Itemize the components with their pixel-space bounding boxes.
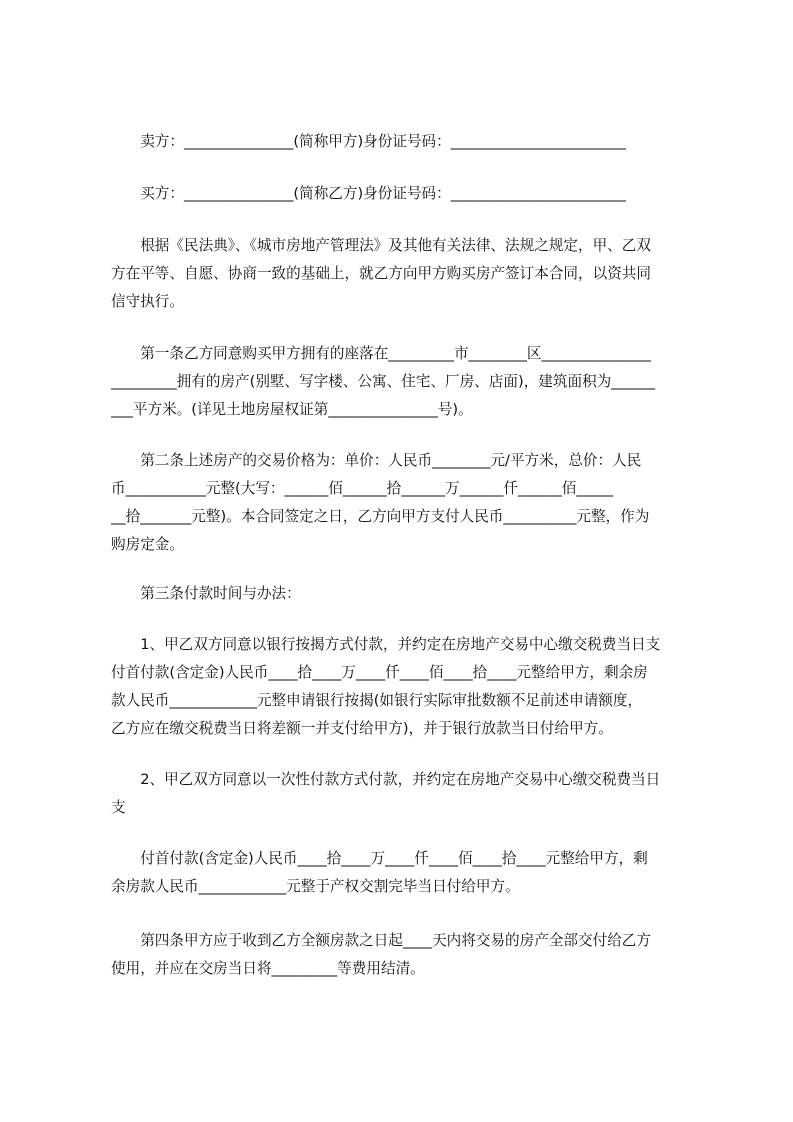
article-1-line: 第一条乙方同意购买甲方拥有的座落在_________市________区_______________	[111, 345, 651, 362]
article-4-line: 第四条甲方应于收到乙方全额房款之日起____天内将交易的房产全部交付给乙方	[111, 932, 651, 949]
article-3-heading-text: 第三条付款时间与办法：	[111, 585, 301, 602]
article-3-item-2	[111, 766, 703, 822]
article-3-item-2-cont-line: 余房款人民币____________元整于产权交割完毕当日付给甲方。	[111, 878, 520, 895]
article-1-line: _________拥有的房产(别墅、写字楼、公寓、住宅、厂房、店面)，建筑面积为______	[111, 373, 656, 390]
article-2-line: 购房定金。	[111, 536, 184, 553]
article-2-line: 第二条上述房产的交易价格为：单价：人民币________元/平方米，总价：人民	[111, 452, 642, 469]
seller-line-text: 卖方：_______________(简称甲方)身份证号码：________________________	[111, 133, 626, 150]
buyer-line-text: 买方：_______________(简称乙方)身份证号码：________________________	[111, 185, 626, 202]
article-3-item-1-line: 款人民币____________元整申请银行按揭(如银行实际审批数额不足前述申请额度，	[111, 692, 643, 709]
preamble-line: 信守执行。	[111, 293, 184, 310]
article-4-line: 使用，并应在交房当日将_________等费用结清。	[111, 960, 425, 977]
article-3-item-2-cont-line: 付首付款(含定金)人民币____拾____万____仟____佰____拾____元整给甲方，剩	[111, 850, 648, 867]
buyer-line	[111, 180, 703, 208]
article-3-item-1-line: 付首付款(含定金)人民币____拾____万____仟____佰____拾____元整给甲方，剩余房	[111, 664, 648, 681]
article-3-item-2-line: 2、甲乙双方同意以一次性付款方式付款，并约定在房地产交易中心缴交税费当日	[111, 771, 661, 788]
preamble-line: 根据《民法典》、《城市房地产管理法》及其他有关法律、法规之规定，甲、乙双	[111, 237, 651, 254]
article-3-heading	[111, 580, 703, 608]
preamble-line: 方在平等、自愿、协商一致的基础上，就乙方向甲方购买房产签订本合同，以资共同	[111, 265, 651, 282]
seller-line	[111, 128, 703, 156]
article-2-line: __拾_______元整)。本合同签定之日，乙方向甲方支付人民币__________元整，作为	[111, 508, 650, 525]
article-3-item-1-line: 1、甲乙双方同意以银行按揭方式付款，并约定在房地产交易中心缴交税费当日支	[111, 636, 661, 653]
article-4-paragraph	[111, 927, 703, 983]
article-2-line: 币___________元整(大写：______佰______拾______万______仟______佰_____	[111, 480, 613, 497]
article-3-item-2-continued	[111, 845, 703, 901]
article-1-paragraph	[111, 340, 703, 424]
preamble-paragraph	[111, 232, 703, 316]
article-1-line: ___平方米。(详见土地房屋权证第_______________号)。	[111, 401, 473, 418]
article-3-item-1-line: 乙方应在缴交税费当日将差额一并支付给甲方)，并于银行放款当日付给甲方。	[111, 720, 613, 737]
article-3-item-2-line: 支	[111, 799, 126, 816]
article-3-item-1	[111, 631, 703, 743]
article-2-paragraph	[111, 447, 703, 559]
